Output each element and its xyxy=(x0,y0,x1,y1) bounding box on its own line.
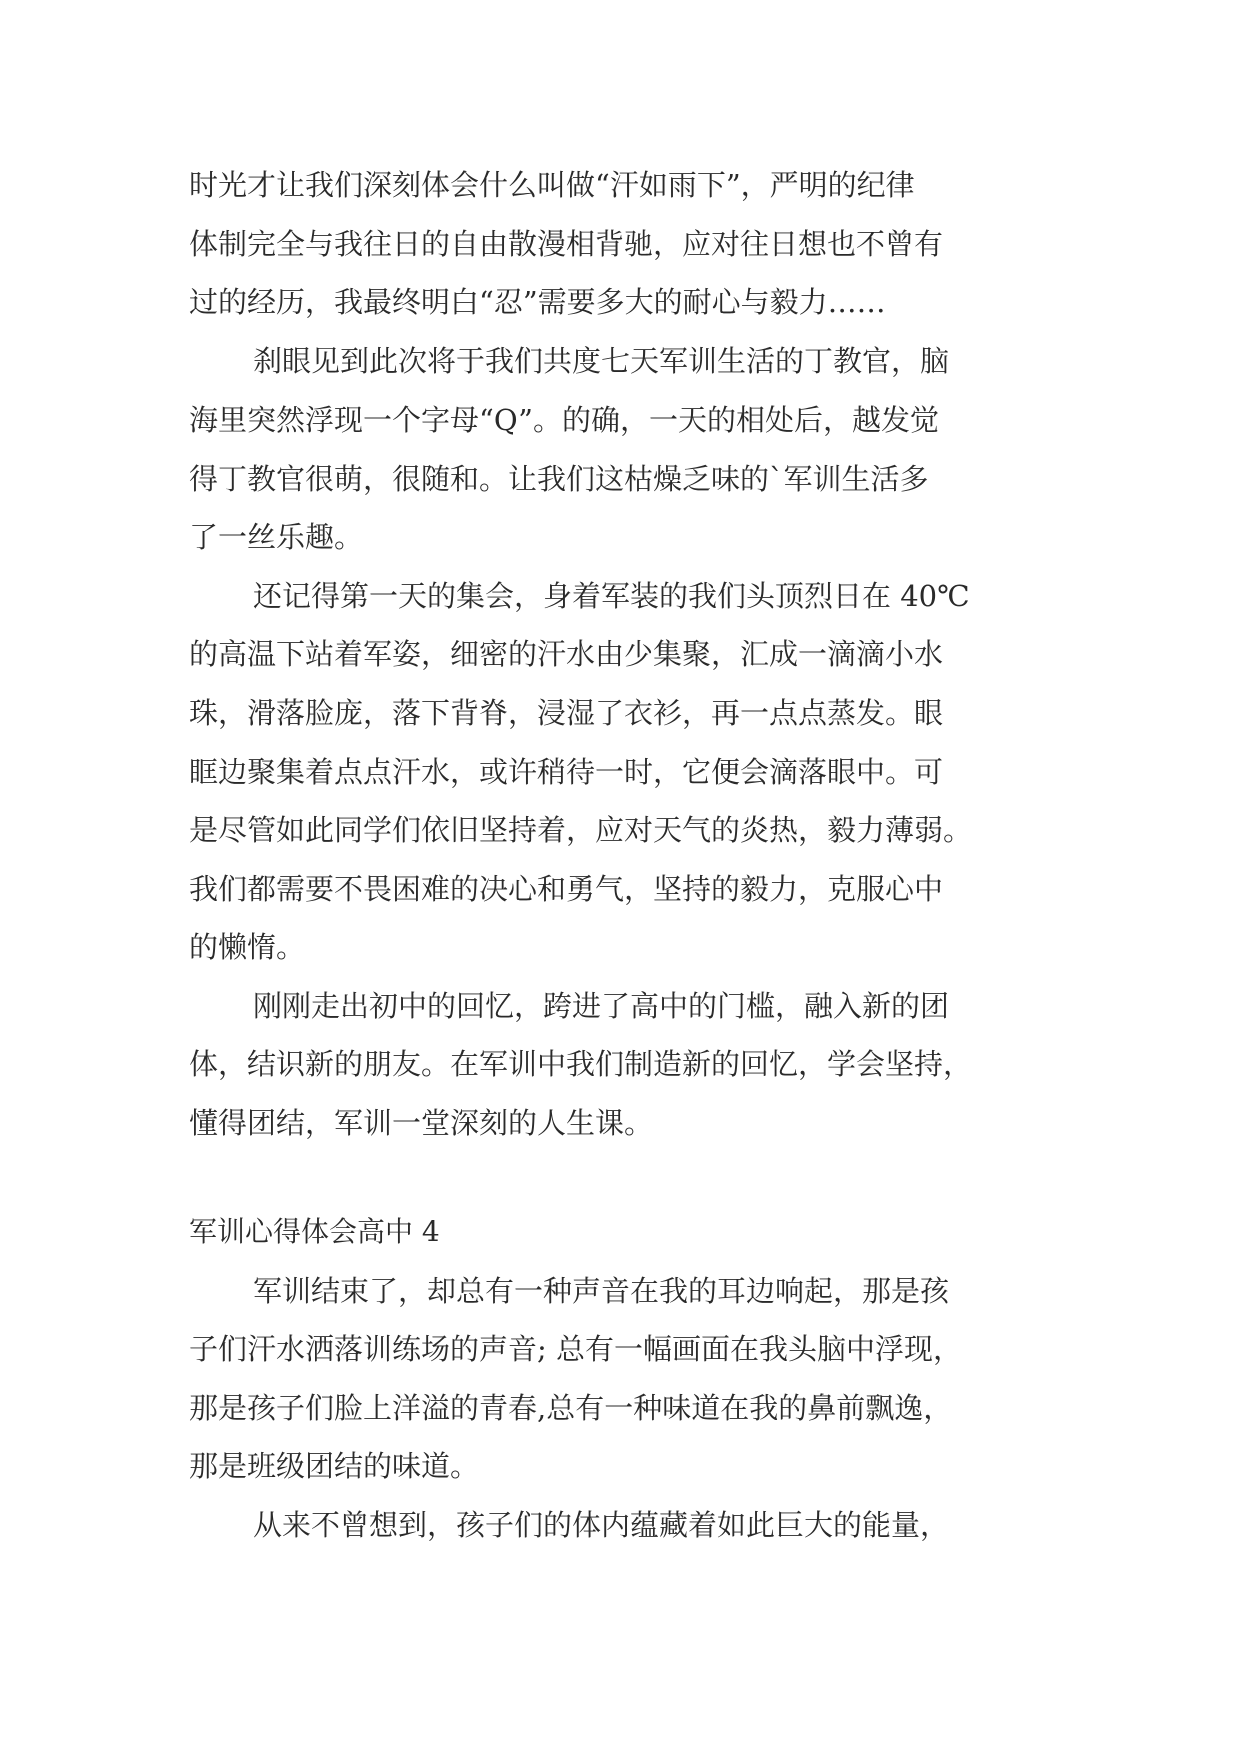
text-line: 的高温下站着军姿，细密的汗水由少集聚，汇成一滴滴小水 xyxy=(189,637,944,671)
text-line: 子们汗水洒落训练场的声音; 总有一幅画面在我头脑中浮现， xyxy=(189,1332,962,1366)
text-line: 海里突然浮现一个字母“Q”。的确，一天的相处后，越发觉 xyxy=(189,403,939,437)
text-line: 那是班级团结的味道。 xyxy=(189,1449,480,1483)
text-line: 是尽管如此同学们依旧坚持着，应对天气的炎热，毅力薄弱。 xyxy=(189,813,973,847)
text-line: 懂得团结，军训一堂深刻的人生课。 xyxy=(189,1106,654,1140)
text-line: 得丁教官很萌，很随和。让我们这枯燥乏味的`军训生活多 xyxy=(189,462,929,496)
paragraph-first-line: 刚刚走出初中的回忆，跨进了高中的门槛，融入新的团 xyxy=(253,989,950,1023)
text-line: 时光才让我们深刻体会什么叫做“汗如雨下”，严明的纪律 xyxy=(189,168,915,202)
text-line: 我们都需要不畏困难的决心和勇气，坚持的毅力，克服心中 xyxy=(189,872,944,906)
section-heading: 军训心得体会高中 4 xyxy=(189,1215,440,1248)
text-line: 体制完全与我往日的自由散漫相背驰，应对往日想也不曾有 xyxy=(189,227,944,261)
text-line: 眶边聚集着点点汗水，或许稍待一时，它便会滴落眼中。可 xyxy=(189,755,944,789)
paragraph-first-line: 从来不曾想到，孩子们的体内蕴藏着如此巨大的能量， xyxy=(253,1508,950,1542)
text-line: 体，结识新的朋友。在军训中我们制造新的回忆，学会坚持， xyxy=(189,1047,973,1081)
text-line: 那是孩子们脸上洋溢的青春,总有一种味道在我的鼻前飘逸， xyxy=(189,1391,953,1425)
paragraph-first-line: 还记得第一天的集会，身着军装的我们头顶烈日在 40℃ xyxy=(253,579,970,613)
text-line: 的懒惰。 xyxy=(189,930,306,964)
text-line: 过的经历，我最终明白“忍”需要多大的耐心与毅力…… xyxy=(189,285,886,319)
text-line: 了一丝乐趣。 xyxy=(189,520,364,554)
paragraph-first-line: 军训结束了，却总有一种声音在我的耳边响起，那是孩 xyxy=(253,1274,950,1308)
paragraph-first-line: 刹眼见到此次将于我们共度七天军训生活的丁教官，脑 xyxy=(253,344,950,378)
text-line: 珠，滑落脸庞，落下背脊，浸湿了衣衫，再一点点蒸发。眼 xyxy=(189,696,944,730)
